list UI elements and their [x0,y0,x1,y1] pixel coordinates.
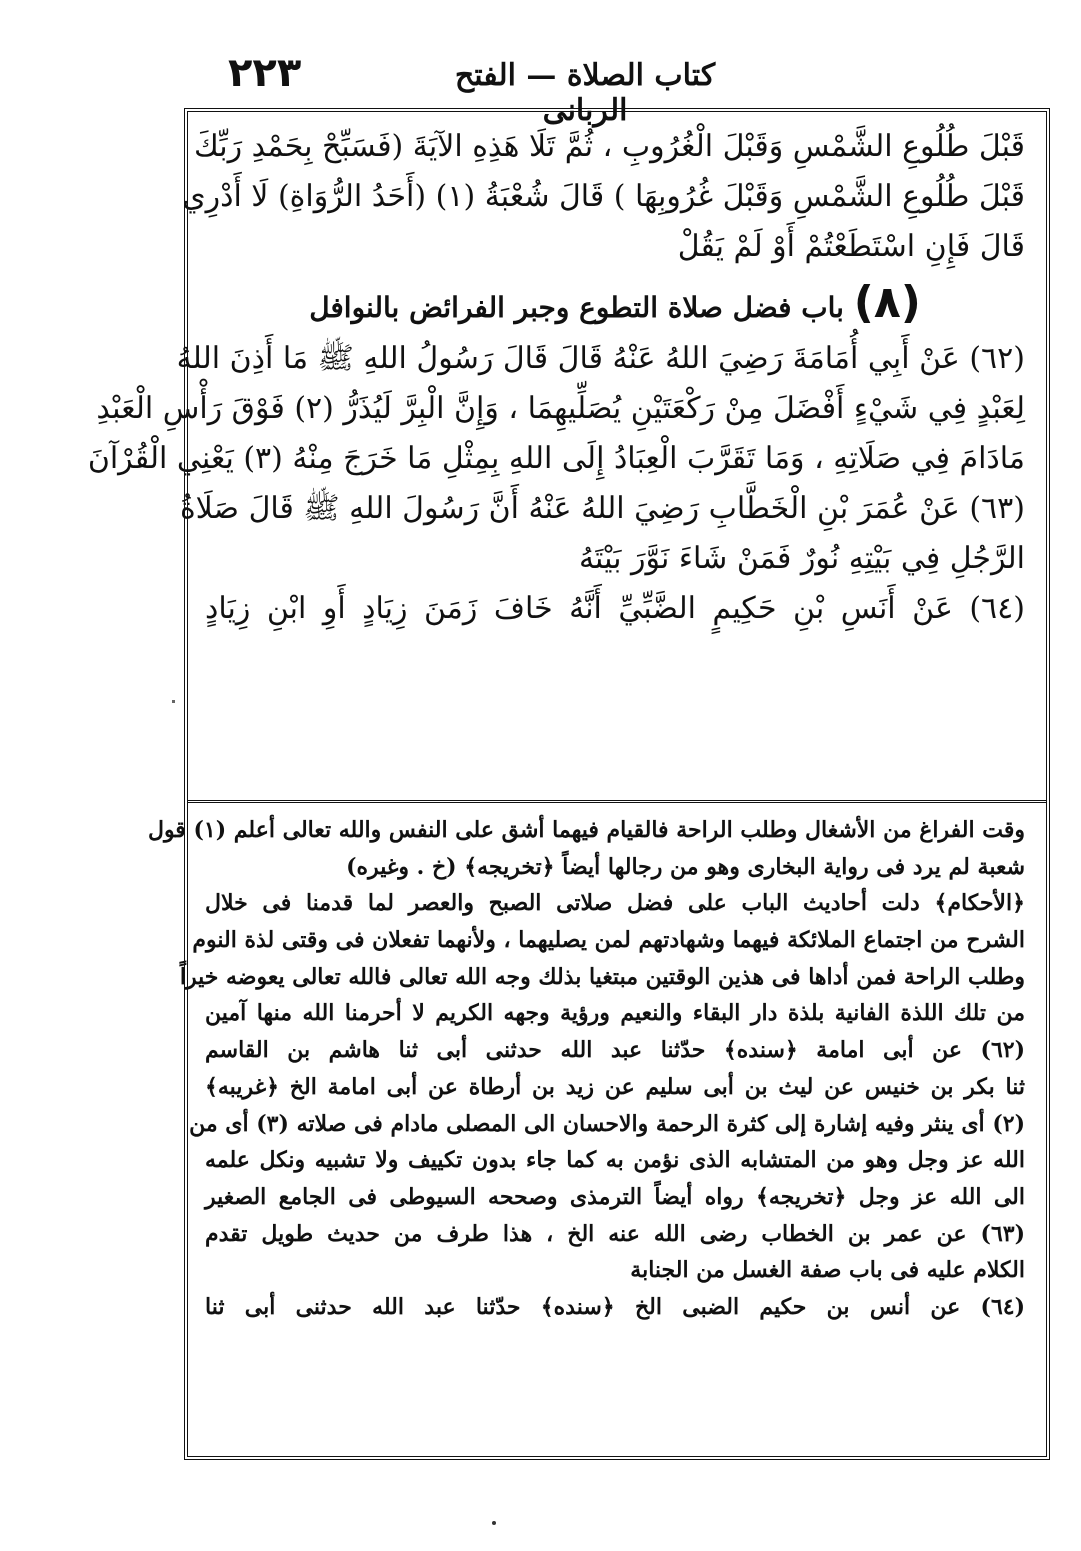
main-text [87,122,1025,634]
commentary-line: (٦٢) عن أبى امامة ﴿سنده﴾ حدّثنا عبد الله حدثنى أبى ثنا هاشم بن القاسم [205,1037,1025,1064]
commentary-line: الى الله عز وجل ﴿تخريجه﴾ رواه أيضاً الترمذى وصححه السيوطى فى الجامع الصغير [205,1183,1025,1210]
running-title: كتاب الصلاة — الفتح الربانى [454,58,716,128]
commentary-line: (٦٤) عن أنس بن حكيم الضبى الخ ﴿سنده﴾ حدّثنا عبد الله حدثنى أبى ثنا [205,1293,1025,1320]
commentary-line: من تلك اللذة الفانية بلذة دار البقاء والنعيم ورؤية وجهه الكريم لا أحرمنا الله منها آمين [205,1000,1025,1027]
commentary [147,812,1025,1326]
main-line: الرَّجُلِ فِي بَيْتِهِ نُورٌ فَمَنْ شَاءَ نَوَّرَ بَيْتَهُ [578,541,1025,576]
main-line: قَبْلَ طُلُوعِ الشَّمْسِ وَقَبْلَ غُرُوبِهَا ) قَالَ شُعْبَةُ (١) (أَحَدُ الرُّوَاةِ) لَا أَدْرِي [182,179,1025,214]
main-line: قَالَ فَإِنِ اسْتَطَعْتُمْ أَوْ لَمْ يَقُلْ [677,229,1025,264]
commentary-line: ثنا بكر بن خنيس عن ليث بن أبى سليم عن زيد بن أرطاة عن أبى امامة الخ ﴿غريبه﴾ [205,1073,1025,1100]
commentary-line: (٢) أى ينثر وفيه إشارة إلى كثرة الرحمة والاحسان الى المصلى مادام فى صلاته (٣) أى من [189,1110,1025,1137]
main-line: (٦٢) عَنْ أَبِي أُمَامَةَ رَضِيَ اللهُ عَنْهُ قَالَ قَالَ رَسُولُ اللهِ ﷺ مَا أَذِنَ اللهُ [176,341,1025,376]
stray-mark [492,1521,496,1525]
commentary-line: وطلب الراحة فمن أداها فى هذين الوقتين مبتغيا بذلك وجه الله تعالى فالله تعالى يعوضه خيراً [179,963,1025,990]
main-line: مَادَامَ فِي صَلَاتِهِ ، وَمَا تَقَرَّبَ الْعِبَادُ إِلَى اللهِ بِمِثْلِ مَا خَرَجَ مِنْهُ (٣) يَعْنِي الْقُرْآنَ [87,441,1025,476]
main-line: (٦٤) عَنْ أَنَسِ بْنِ حَكِيمٍ الضَّبِّيِّ أَنَّهُ خَافَ زَمَنَ زِيَادٍ أَوِ ابْنِ زِيَادٍ [205,591,1025,626]
commentary-line: الشرح من اجتماع الملائكة فيهما وشهادتهم لمن يصليهما ، ولأنهما تفعلان فى وقتى لذة النوم [192,927,1025,954]
footnote-divider [188,800,1046,803]
main-line: (٦٣) عَنْ عُمَرَ بْنِ الْخَطَّابِ رَضِيَ اللهُ عَنْهُ أَنَّ رَسُولَ اللهِ ﷺ قَالَ صَلَاةُ [179,491,1025,526]
commentary-line: وقت الفراغ من الأشغال وطلب الراحة فالقيام فيهما أشق على النفس والله تعالى أعلم (١) قول [147,817,1025,843]
chapter-heading [205,272,1025,334]
commentary-line: شعبة لم يرد فى رواية البخارى وهو من رجالها أيضاً ﴿تخريجه﴾ (خ . وغيره) [346,853,1025,880]
margin-mark [172,700,175,703]
chapter-title: باب فضل صلاة التطوع وجبر الفرائض بالنوافل [309,291,844,324]
page-number: ٢٢٣ [228,50,302,96]
chapter-number: (٨) [853,277,921,328]
commentary-line: (٦٣) عن عمر بن الخطاب رضى الله عنه الخ ، هذا طرف من حديث طويل تقدم [205,1220,1025,1247]
main-line: لِعَبْدٍ فِي شَيْءٍ أَفْضَلَ مِنْ رَكْعَتَيْنِ يُصَلِّيهِمَا ، وَإِنَّ الْبِرَّ لَيُذَرُّ (٢) فَوْقَ رَأْسِ الْعَبْدِ [96,391,1025,426]
commentary-line: ﴿الأحكام﴾ دلت أحاديث الباب على فضل صلاتى الصبح والعصر لما قدمنا فى خلال [205,890,1025,917]
commentary-line: الكلام عليه فى باب صفة الغسل من الجنابة [630,1257,1025,1284]
commentary-line: الله عز وجل وهو من المتشابه الذى نؤمن به كما جاء بدون تكييف ولا تشبيه ونكل علمه [205,1147,1025,1174]
main-line: قَبْلَ طُلُوعِ الشَّمْسِ وَقَبْلَ الْغُرُوبِ ، ثُمَّ تَلَا هَذِهِ الآيَةَ (فَسَبِّحْ بِحَمْدِ رَبِّكَ [194,129,1025,164]
